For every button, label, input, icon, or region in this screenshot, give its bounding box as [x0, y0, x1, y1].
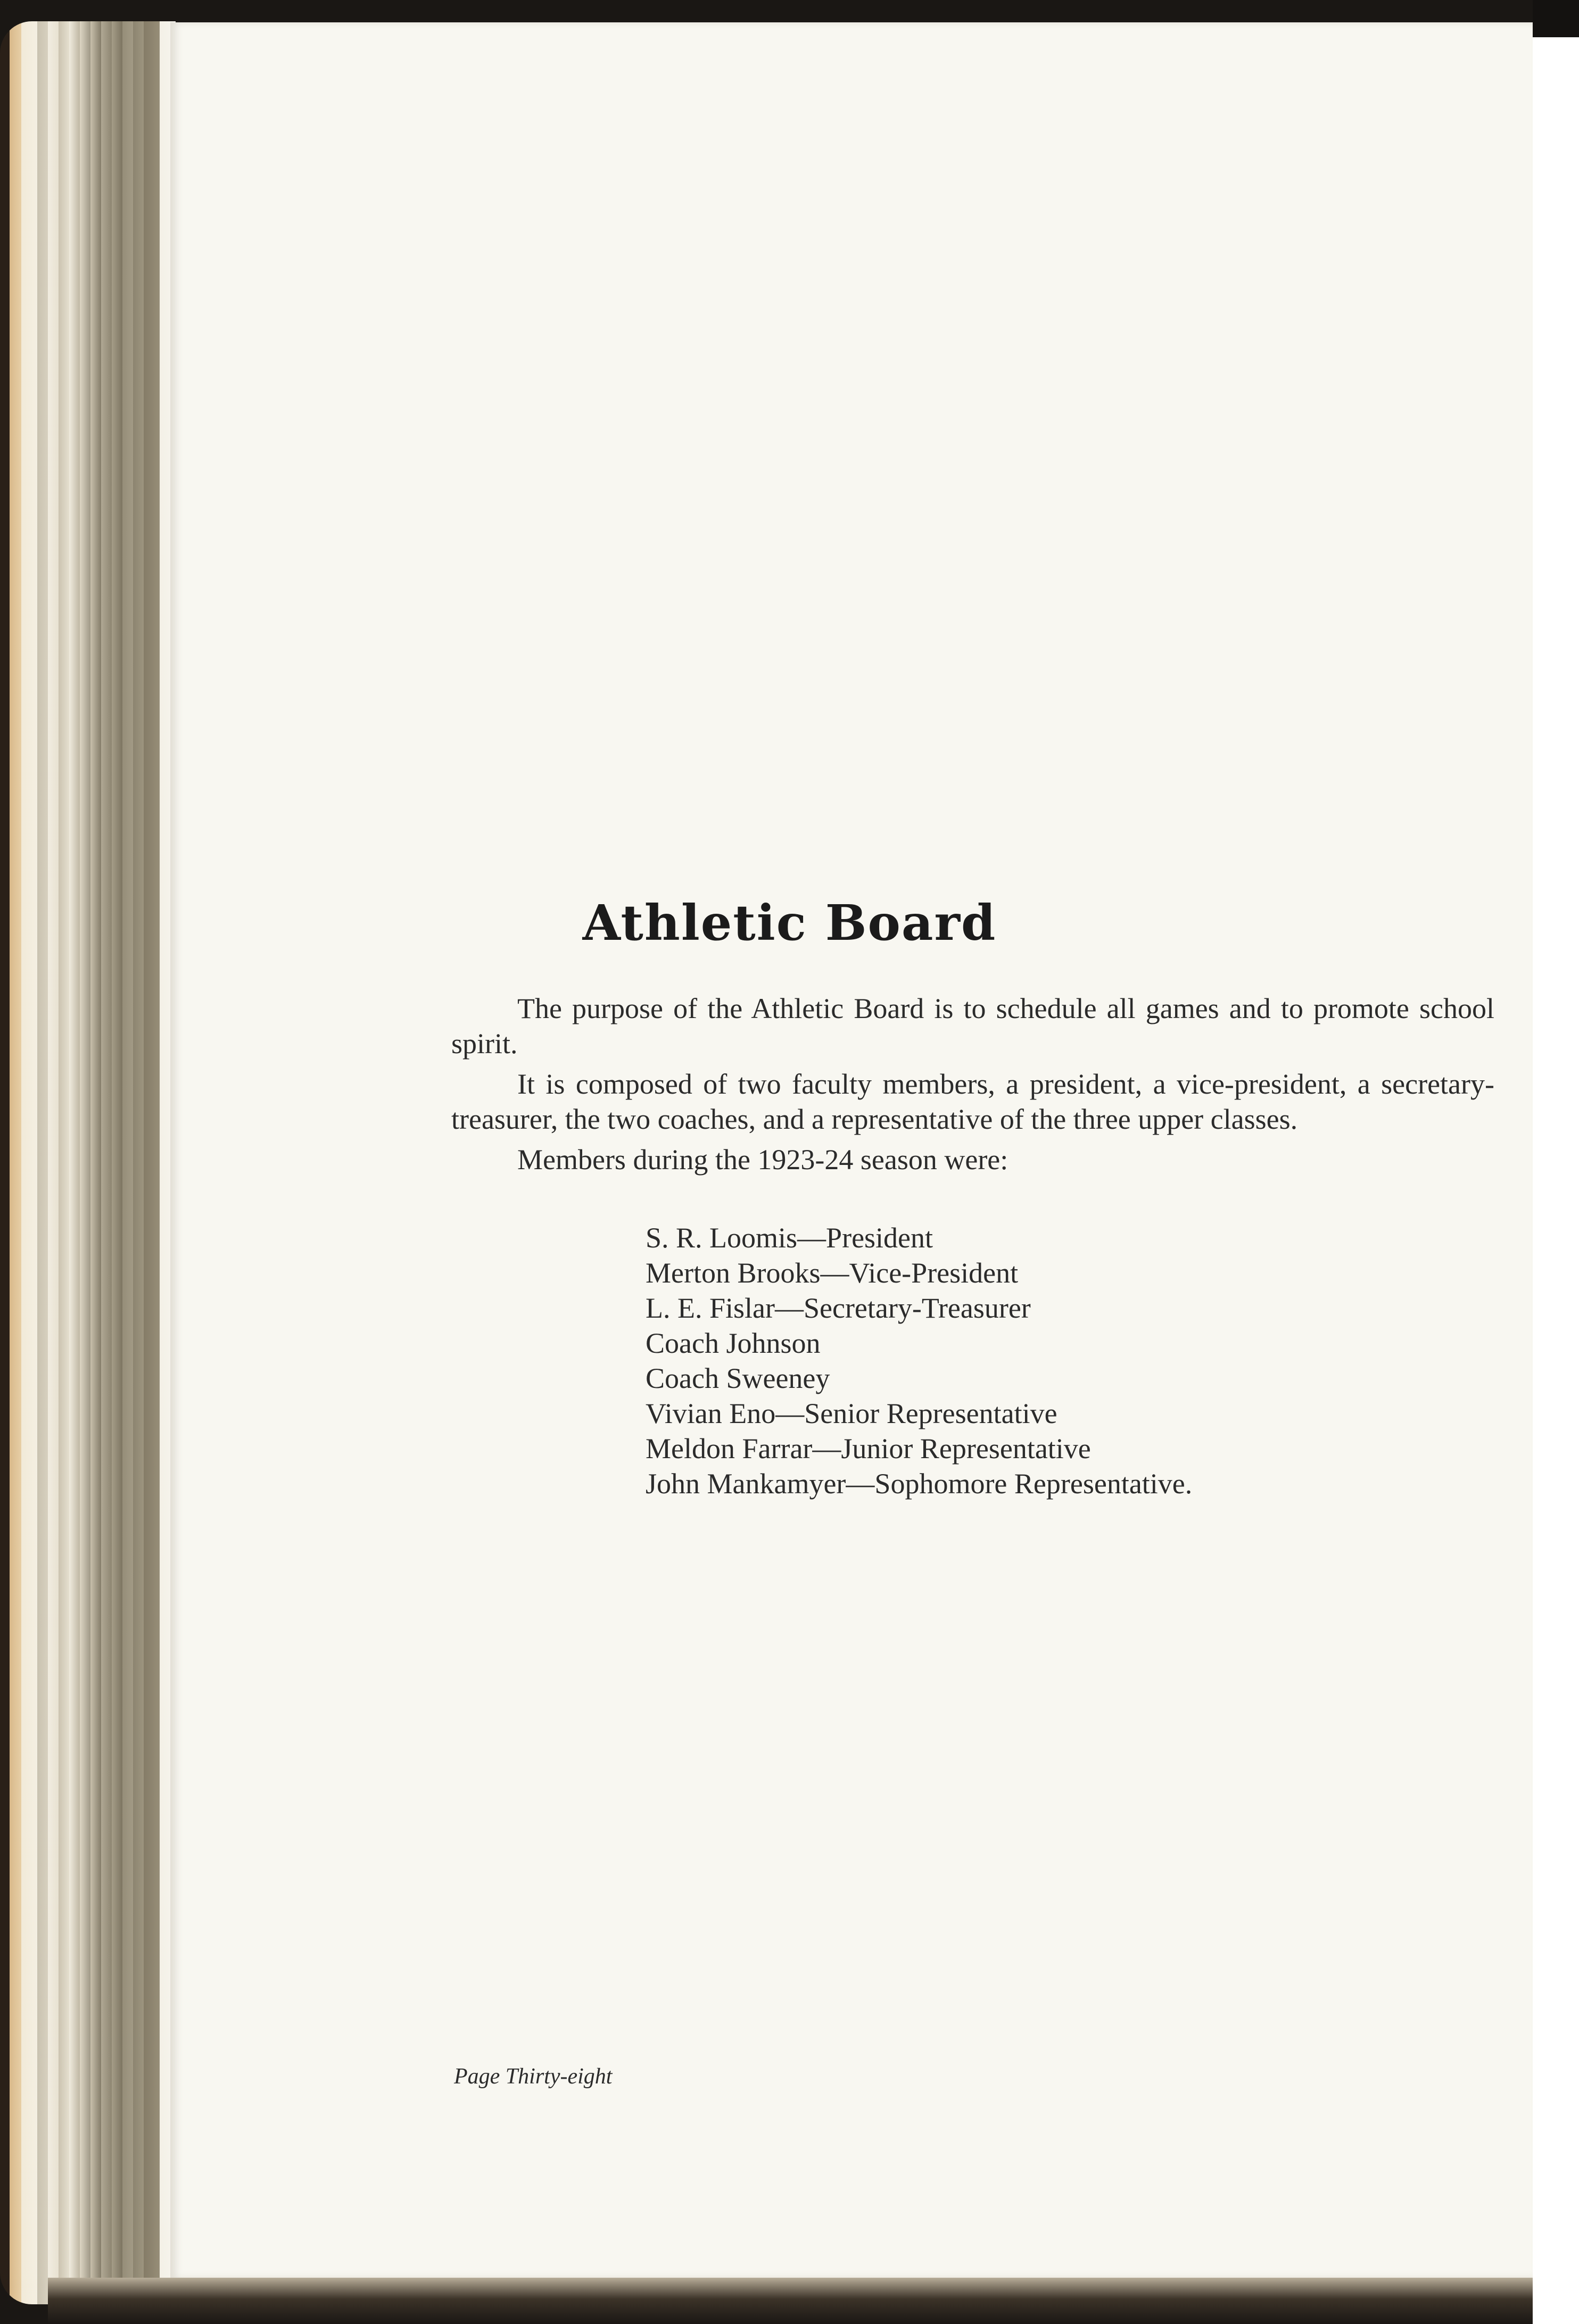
- member-line: L. E. Fislar—Secretary-Treasurer: [646, 1292, 1031, 1324]
- member-line: Coach Johnson: [646, 1327, 821, 1359]
- scanner-background-dark: [1533, 0, 1579, 37]
- member-line: Vivian Eno—Senior Representative: [646, 1397, 1057, 1429]
- paragraph-purpose: The purpose of the Athletic Board is to schedule all games and to promote school spirit.: [451, 993, 1494, 1060]
- members-list: [646, 1220, 1444, 1501]
- paragraph-composition: It is composed of two faculty members, a president, a vice-president, a secretary-treasurer, the two coaches, and a representative of the three upper classes.: [451, 1068, 1494, 1135]
- member-line: S. R. Loomis—President: [646, 1222, 933, 1254]
- page-edges: [0, 21, 176, 2304]
- member-line: Merton Brooks—Vice-President: [646, 1257, 1019, 1289]
- body-text: [451, 991, 1494, 1182]
- scanner-background: [1533, 0, 1579, 2324]
- page-number-footer: Page Thirty-eight: [454, 2064, 613, 2089]
- page-bottom-shadow: [48, 2278, 1533, 2324]
- member-line: John Mankamyer—Sophomore Representative.: [646, 1468, 1193, 1500]
- paragraph-members-intro: Members during the 1923-24 season were:: [517, 1144, 1008, 1176]
- member-line: Meldon Farrar—Junior Representative: [646, 1433, 1091, 1465]
- page-heading: Athletic Board: [582, 894, 997, 952]
- member-line: Coach Sweeney: [646, 1362, 830, 1394]
